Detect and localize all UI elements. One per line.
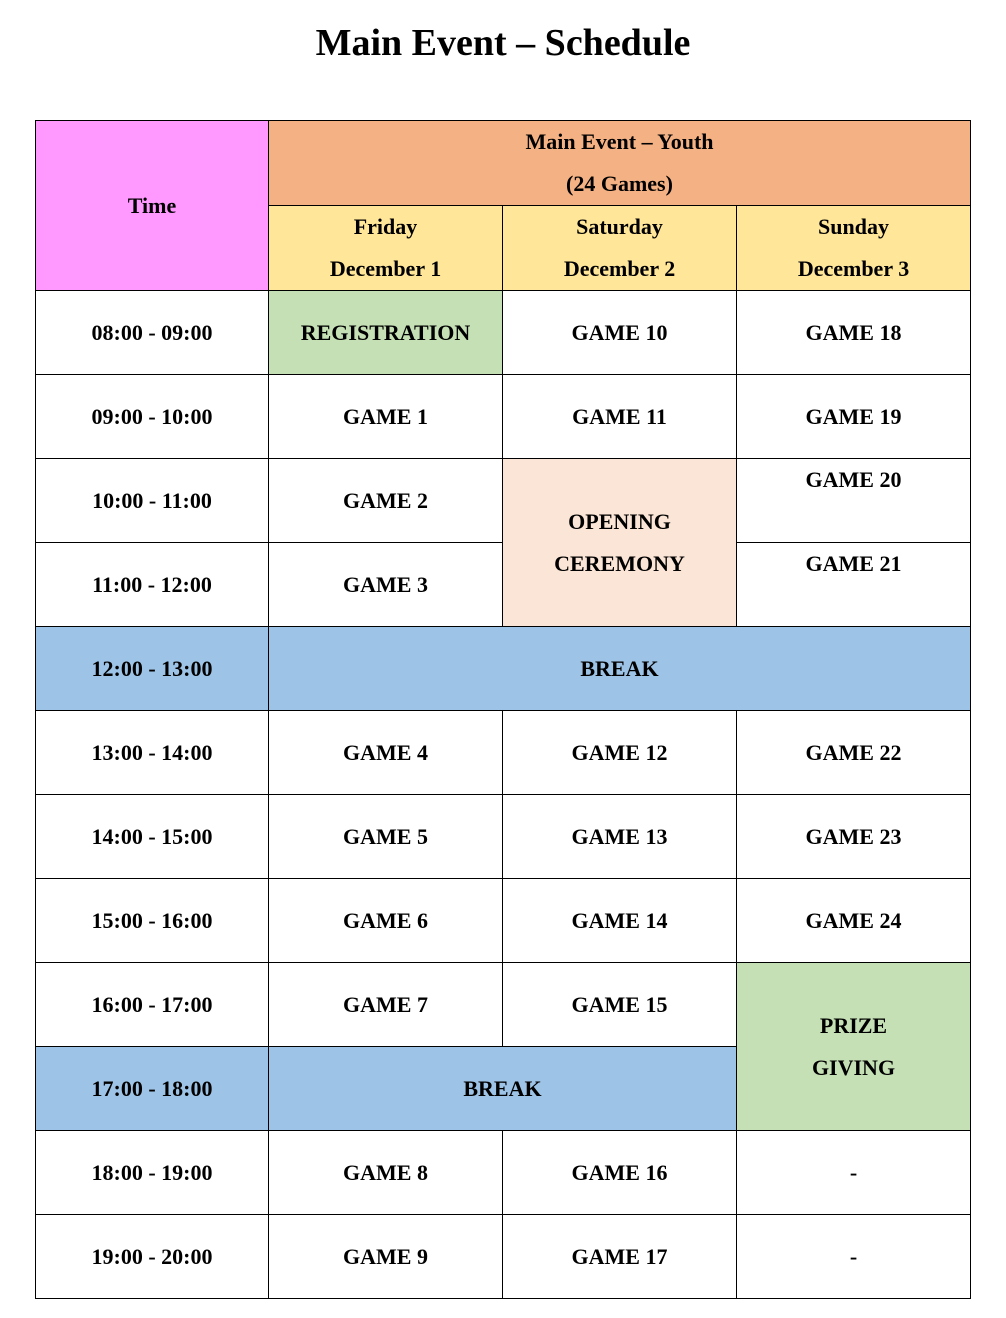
break-cell: BREAK (269, 627, 971, 711)
opening-ceremony-cell (503, 459, 737, 627)
time-slot: 11:00 - 12:00 (36, 543, 269, 627)
game-cell: GAME 9 (269, 1215, 503, 1299)
header-row-event (36, 121, 971, 206)
break-cell: BREAK (269, 1047, 737, 1131)
game-cell: GAME 10 (503, 291, 737, 375)
time-slot: 17:00 - 18:00 (36, 1047, 269, 1131)
prize-giving-line1: PRIZE (819, 1012, 888, 1038)
day-date: December 3 (797, 256, 910, 281)
opening-ceremony-line2: CEREMONY (554, 550, 685, 576)
time-slot: 15:00 - 16:00 (36, 879, 269, 963)
time-slot: 18:00 - 19:00 (36, 1131, 269, 1215)
time-slot: 08:00 - 09:00 (36, 291, 269, 375)
game-cell: GAME 22 (737, 711, 971, 795)
game-cell: GAME 1 (269, 375, 503, 459)
game-cell: GAME 24 (737, 879, 971, 963)
game-cell: GAME 17 (503, 1215, 737, 1299)
time-slot: 09:00 - 10:00 (36, 375, 269, 459)
time-header (36, 121, 269, 291)
prize-giving-cell (737, 963, 971, 1131)
day-date: December 2 (563, 256, 676, 281)
day-name: Sunday (818, 214, 889, 239)
table-row (36, 291, 971, 375)
game-cell: GAME 12 (503, 711, 737, 795)
table-row (36, 627, 971, 711)
table-row (36, 963, 971, 1047)
game-cell: GAME 7 (269, 963, 503, 1047)
game-cell: GAME 20 (737, 459, 971, 543)
game-cell: GAME 19 (737, 375, 971, 459)
page-title: Main Event – Schedule (315, 22, 691, 64)
table-row (36, 795, 971, 879)
day-date: December 1 (329, 256, 442, 281)
game-cell: GAME 23 (737, 795, 971, 879)
game-cell: GAME 16 (503, 1131, 737, 1215)
day-name: Friday (353, 214, 418, 239)
game-cell: GAME 8 (269, 1131, 503, 1215)
schedule-table (35, 120, 971, 1299)
table-row (36, 711, 971, 795)
game-cell: GAME 18 (737, 291, 971, 375)
game-cell: GAME 15 (503, 963, 737, 1047)
game-cell: GAME 4 (269, 711, 503, 795)
game-cell: GAME 3 (269, 543, 503, 627)
game-cell: GAME 2 (269, 459, 503, 543)
table-row (36, 1131, 971, 1215)
registration-cell: REGISTRATION (269, 291, 503, 375)
empty-slot-cell: - (737, 1131, 971, 1215)
day-header-saturday (503, 206, 737, 291)
event-header (269, 121, 971, 206)
event-games-count: (24 Games) (566, 171, 673, 196)
table-row (36, 459, 971, 543)
table-row (36, 375, 971, 459)
day-name: Saturday (576, 214, 663, 239)
table-row (36, 879, 971, 963)
day-header-friday (269, 206, 503, 291)
game-cell: GAME 21 (737, 543, 971, 627)
time-slot: 14:00 - 15:00 (36, 795, 269, 879)
time-slot: 13:00 - 14:00 (36, 711, 269, 795)
time-slot: 10:00 - 11:00 (36, 459, 269, 543)
prize-giving-line2: GIVING (811, 1054, 896, 1080)
empty-slot-cell: - (737, 1215, 971, 1299)
table-row (36, 1215, 971, 1299)
time-slot: 16:00 - 17:00 (36, 963, 269, 1047)
event-title: Main Event – Youth (525, 129, 714, 154)
game-cell: GAME 5 (269, 795, 503, 879)
game-cell: GAME 14 (503, 879, 737, 963)
opening-ceremony-line1: OPENING (568, 508, 671, 534)
game-cell: GAME 6 (269, 879, 503, 963)
game-cell: GAME 11 (503, 375, 737, 459)
time-header-label: Time (127, 192, 177, 218)
day-header-sunday (737, 206, 971, 291)
time-slot: 12:00 - 13:00 (36, 627, 269, 711)
game-cell: GAME 13 (503, 795, 737, 879)
time-slot: 19:00 - 20:00 (36, 1215, 269, 1299)
